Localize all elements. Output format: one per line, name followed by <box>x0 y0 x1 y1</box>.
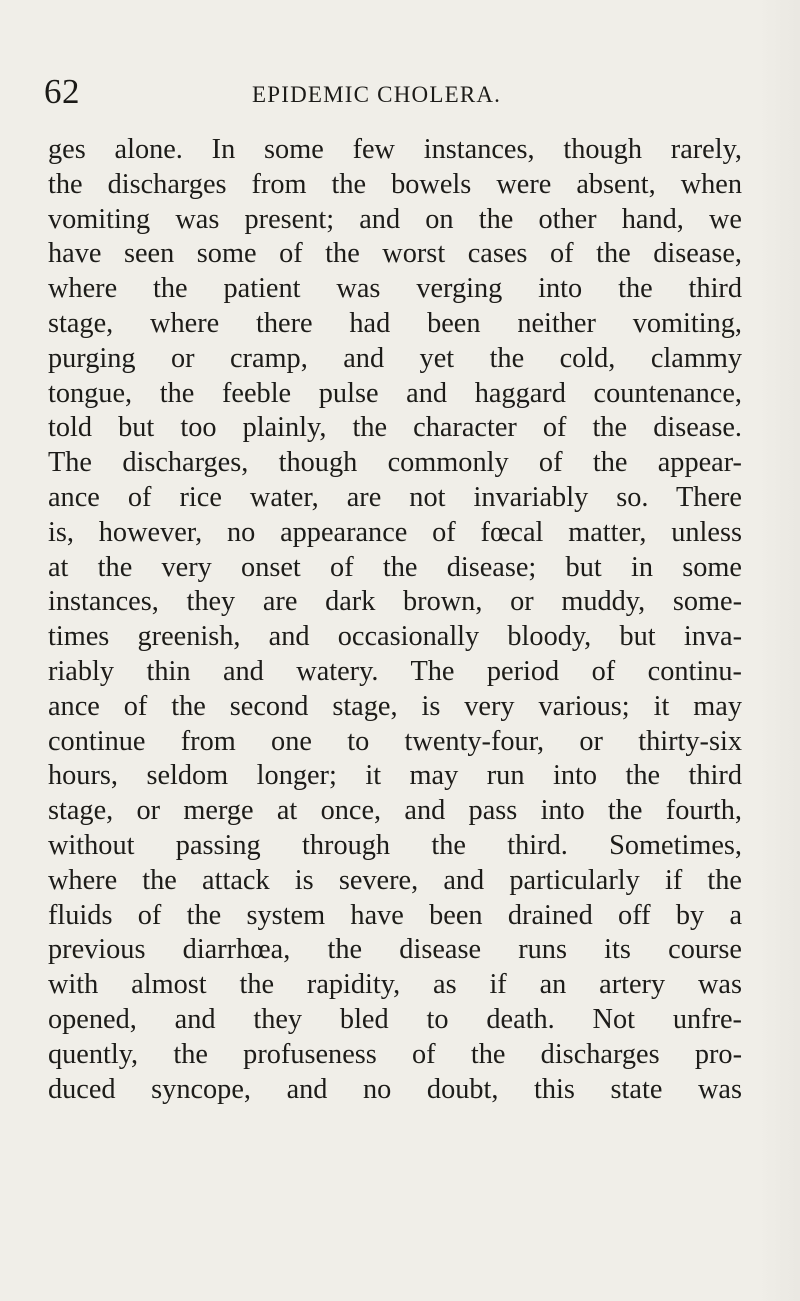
text-line: vomiting was present; and on the other hand, we <box>48 203 742 235</box>
text-line: stage, or merge at once, and pass into the fourth, <box>48 795 742 827</box>
text-line: with almost the rapidity, as if an artery was <box>48 969 742 1001</box>
text-line: opened, and they bled to death. Not unfre- <box>48 1003 742 1035</box>
text-line: previous diarrhœa, the disease runs its course <box>48 934 742 966</box>
text-line: instances, they are dark brown, or muddy, some- <box>48 586 742 618</box>
text-line: quently, the profuseness of the discharges pro- <box>48 1038 742 1070</box>
text-line: duced syncope, and no doubt, this state was <box>48 1073 742 1105</box>
body-text <box>48 133 742 1107</box>
text-line: riably thin and watery. The period of continu- <box>48 655 742 687</box>
text-line: tongue, the feeble pulse and haggard countenance, <box>48 377 742 409</box>
text-line: The discharges, though commonly of the appear- <box>48 447 742 479</box>
text-line: hours, seldom longer; it may run into the third <box>48 760 742 792</box>
text-line: stage, where there had been neither vomiting, <box>48 307 742 339</box>
page-number: 62 <box>44 72 80 111</box>
text-line: ance of the second stage, is very various; it may <box>48 690 742 722</box>
text-line: ges alone. In some few instances, though rarely, <box>48 134 742 165</box>
text-line: where the attack is severe, and particularly if the <box>48 864 742 896</box>
text-line: times greenish, and occasionally bloody, but inva- <box>48 621 742 653</box>
text-line: without passing through the third. Sometimes, <box>48 829 742 861</box>
paper-edge-shadow <box>758 0 800 1301</box>
text-line: have seen some of the worst cases of the disease, <box>48 238 742 270</box>
text-line: ance of rice water, are not invariably so. There <box>48 481 742 513</box>
running-head: EPIDEMIC CHOLERA. <box>252 82 502 107</box>
text-line: purging or cramp, and yet the cold, clammy <box>48 342 742 374</box>
text-line: where the patient was verging into the third <box>48 273 742 305</box>
text-line: is, however, no appearance of fœcal matter, unless <box>48 516 742 548</box>
text-line: fluids of the system have been drained off by a <box>48 899 742 931</box>
text-line: at the very onset of the disease; but in some <box>48 551 742 583</box>
text-line: told but too plainly, the character of the disease. <box>48 412 742 444</box>
text-line: continue from one to twenty-four, or thirty-six <box>48 725 742 757</box>
text-line: the discharges from the bowels were absent, when <box>48 168 742 200</box>
